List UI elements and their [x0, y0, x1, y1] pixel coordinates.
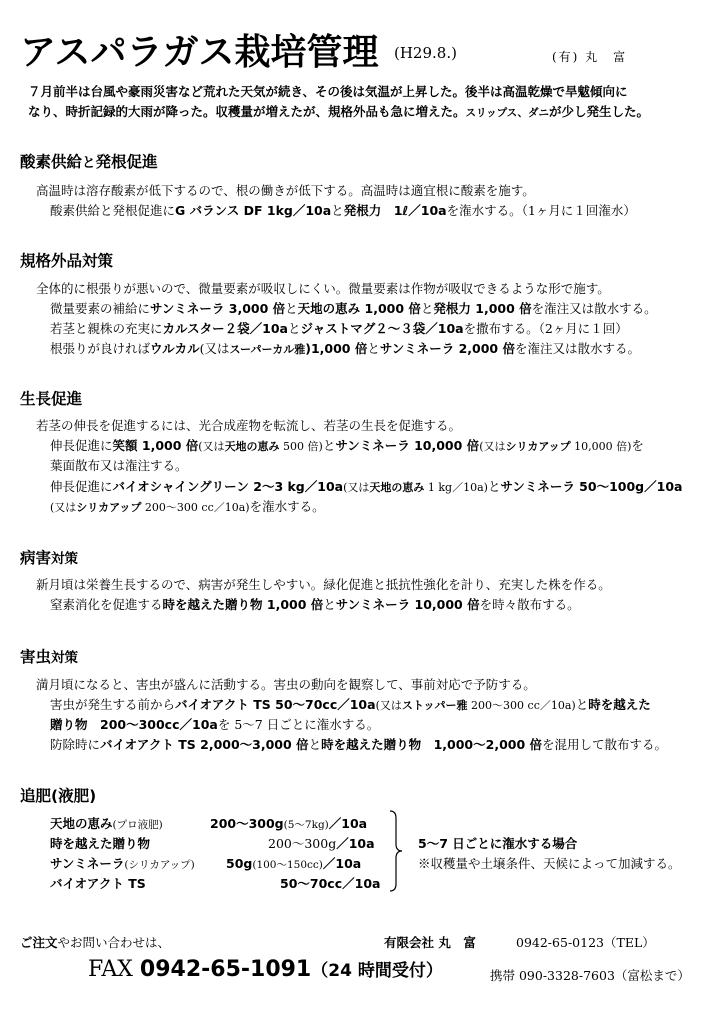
- heading-part: 害虫: [20, 648, 52, 666]
- product: カルスター２袋／10a: [162, 321, 288, 336]
- text: と: [287, 321, 301, 336]
- intro-line-1: ７月前半は台風や豪雨災害など荒れた天気が続き、その後は気温が上昇した。後半は高温乾燥で旱魃傾向に: [28, 84, 628, 99]
- text: 窒素消化を促進する: [50, 597, 163, 612]
- paragraph: [50, 477, 682, 495]
- paragraph: 全体的に根張りが悪いので、微量要素が吸収しにくい。微量要素は作物が吸収できるような形で施す。: [36, 281, 610, 296]
- heading-part: 発根促進: [95, 153, 158, 171]
- text: を 5〜7 日ごとに潅水する。: [217, 717, 380, 732]
- product: 時を越えた贈り物 1,000〜2,000 倍: [321, 737, 543, 752]
- text: を混用して散布する。: [542, 737, 668, 752]
- product: バイオシャイングリーン 2〜3 kg／10a: [112, 479, 344, 494]
- paragraph: [50, 319, 628, 337]
- fert-note: (シリカアップ): [124, 859, 195, 871]
- product: シリカアップ: [505, 440, 571, 453]
- amount-note: 200〜300g: [268, 836, 337, 851]
- paragraph: [50, 595, 580, 613]
- unit: ／10a: [336, 836, 375, 851]
- paragraph: [50, 695, 651, 713]
- heading-part: 酸素供給: [20, 153, 83, 171]
- heading-part: 対策: [51, 650, 79, 666]
- fert-name: 天地の恵み: [50, 816, 113, 831]
- fert-row: [50, 854, 195, 872]
- product: サンミネーラ 3,000 倍: [150, 301, 286, 316]
- section-heading-offgrade: 規格外品対策: [20, 252, 114, 270]
- tel-number: 0942‐65‐0123（TEL）: [516, 935, 655, 950]
- text: を撒布する。（2ヶ月に１回）: [463, 321, 628, 336]
- section-heading-oxygen: [20, 150, 158, 172]
- intro-text: なり、時折記録的大雨が降った。収穫量が増えたが、規格外品も急に増えた。: [28, 104, 466, 119]
- product: ジャストマグ２〜３袋／10a: [300, 321, 464, 336]
- text: を潅注又は散水する。: [531, 301, 657, 316]
- page-title: アスパラガス栽培管理: [20, 32, 379, 73]
- unit: ／10a: [342, 876, 381, 891]
- paragraph: [50, 735, 667, 753]
- heading-part: 病害: [20, 549, 52, 567]
- amount-note: 50〜70cc: [280, 876, 343, 891]
- fax-label: FAX: [88, 957, 140, 982]
- text: を潅水する。: [249, 499, 325, 514]
- text: 1 kg／10a): [424, 481, 488, 494]
- heading-part: と: [82, 155, 96, 171]
- intro-pests: スリップス、ダニ: [465, 107, 549, 119]
- fert-amount: [268, 834, 375, 852]
- product: 発根力 1ℓ／10a: [343, 203, 447, 218]
- text: (又は: [343, 481, 370, 494]
- amount: 200〜300g: [210, 816, 284, 831]
- product: 時を越えた贈り物 1,000 倍: [162, 597, 324, 612]
- product: 贈り物 200〜300cc／10a: [50, 717, 218, 732]
- unit: ／10a: [322, 856, 362, 871]
- fert-name: 時を越えた贈り物: [50, 836, 151, 851]
- order-inquiry: [20, 933, 170, 951]
- text: 500 倍): [279, 440, 323, 453]
- paragraph: 満月頃になると、害虫が盛んに活動する。害虫の動向を観察して、事前対応で予防する。: [36, 677, 536, 692]
- product: サンミネーラ 50〜100g／10a: [500, 479, 683, 494]
- order-label: ご注文: [20, 935, 58, 950]
- text: 200〜300 cc／10a): [467, 699, 576, 712]
- mobile-number: 携帯 090-3328-7603（富松まで）: [490, 968, 690, 983]
- text: 伸長促進に: [50, 438, 113, 453]
- text: と: [308, 737, 322, 752]
- text: と: [575, 697, 589, 712]
- paragraph: [50, 436, 644, 454]
- fert-amount: [280, 874, 380, 892]
- shop-name: (有) 丸 富: [552, 50, 628, 64]
- fert-name: バイオアクト TS: [50, 876, 146, 891]
- text: (又は: [198, 440, 225, 453]
- product: )1,000 倍: [305, 341, 368, 356]
- paragraph: [50, 299, 657, 317]
- text: と: [367, 341, 380, 356]
- product: 天地の恵み 1,000 倍: [297, 301, 421, 316]
- product: ウルカル: [150, 341, 200, 356]
- inquiry-text: やお問い合わせは、: [57, 935, 171, 950]
- section-heading-disease: [20, 546, 78, 568]
- text: (又は: [479, 440, 506, 453]
- amount-note: (100〜150cc): [252, 859, 323, 871]
- product: 笑額 1,000 倍: [112, 438, 199, 453]
- product: 発根力 1,000 倍: [433, 301, 532, 316]
- paragraph: [50, 497, 325, 515]
- text: 根張りが良ければ: [50, 341, 151, 356]
- fert-name: サンミネーラ: [50, 856, 125, 871]
- text: と: [323, 597, 336, 612]
- text: (又は: [199, 341, 230, 356]
- heading-part: 対策: [51, 551, 79, 567]
- text: 伸長促進に: [50, 479, 113, 494]
- product: 時を越えた: [588, 697, 651, 712]
- text: を時々散布する。: [479, 597, 580, 612]
- product: サンミネーラ 10,000 倍: [335, 597, 480, 612]
- fert-row: [50, 814, 163, 832]
- text: を潅水する。（1ヶ月に１回潅水）: [446, 203, 636, 218]
- unit: ／10a: [328, 816, 368, 831]
- section-heading-growth: 生長促進: [20, 390, 83, 408]
- text: と: [487, 479, 501, 494]
- product: シリカアップ: [76, 501, 142, 514]
- text: と: [420, 301, 434, 316]
- fert-amount: [210, 814, 367, 832]
- text: 防除時に: [50, 737, 101, 752]
- product: バイオアクト TS 50〜70cc／10a: [175, 697, 376, 712]
- text: 10,000 倍): [570, 440, 632, 453]
- paragraph: [50, 339, 640, 357]
- company-name: 有限会社 丸 富: [384, 935, 476, 950]
- amount-note: (5〜7kg): [283, 819, 329, 831]
- section-heading-topdressing: 追肥(液肥): [20, 787, 97, 805]
- product: 天地の恵み: [224, 440, 280, 453]
- text: と: [285, 301, 298, 316]
- fert-amount: [226, 854, 361, 872]
- fert-row: [50, 834, 150, 852]
- fax-line: [88, 956, 443, 982]
- text: (又は: [50, 501, 77, 514]
- fax-hours: （24 時間受付）: [311, 961, 443, 981]
- intro-text-end: が少し発生した。: [549, 104, 650, 119]
- issue-date: (H29.8.): [394, 44, 457, 62]
- paragraph: 高温時は溶存酸素が低下するので、根の働きが低下する。高温時は適宜根に酸素を施す。: [36, 183, 535, 198]
- product: G バランス DF 1kg／10a: [175, 203, 332, 218]
- text: を: [631, 438, 644, 453]
- product: サンミネーラ 10,000 倍: [335, 438, 480, 453]
- paragraph: 新月頃は栄養生長するので、病害が発生しやすい。緑化促進と抵抗性強化を計り、充実した株を作る。: [36, 577, 611, 592]
- paragraph: 葉面散布又は潅注する。: [50, 458, 188, 473]
- text: 微量要素の補給に: [50, 301, 151, 316]
- product: サンミネーラ 2,000 倍: [379, 341, 515, 356]
- product: スーパーカル雅: [229, 343, 306, 356]
- text: と: [322, 438, 336, 453]
- fax-number: 0942-65-1091: [139, 957, 312, 982]
- application-remark: ※収穫量や土壌条件、天候によって加減する。: [418, 856, 681, 871]
- text: (又は: [375, 699, 402, 712]
- application-case: 5〜7 日ごとに潅水する場合: [418, 836, 578, 851]
- text: 200〜300 cc／10a): [141, 501, 250, 514]
- section-heading-pests: [20, 645, 78, 667]
- paragraph: [50, 715, 379, 733]
- text: と: [331, 203, 344, 218]
- paragraph: 若茎の伸長を促進するには、光合成産物を転流し、若茎の生長を促進する。: [36, 418, 462, 433]
- amount: 50g: [226, 856, 253, 871]
- text: 酸素供給と発根促進に: [50, 203, 176, 218]
- product: バイオアクト TS 2,000〜3,000 倍: [100, 737, 309, 752]
- product: 天地の恵み: [369, 481, 425, 494]
- curly-brace-icon: [388, 810, 404, 892]
- text: 害虫が発生する前から: [50, 697, 176, 712]
- intro-line-2: [28, 102, 649, 120]
- text: を潅注又は散水する。: [514, 341, 640, 356]
- product: ストッパー雅: [401, 699, 468, 712]
- fert-note: (プロ液肥): [112, 819, 163, 831]
- fert-row: [50, 874, 146, 892]
- text: 若茎と親株の充実に: [50, 321, 163, 336]
- paragraph: [50, 201, 636, 219]
